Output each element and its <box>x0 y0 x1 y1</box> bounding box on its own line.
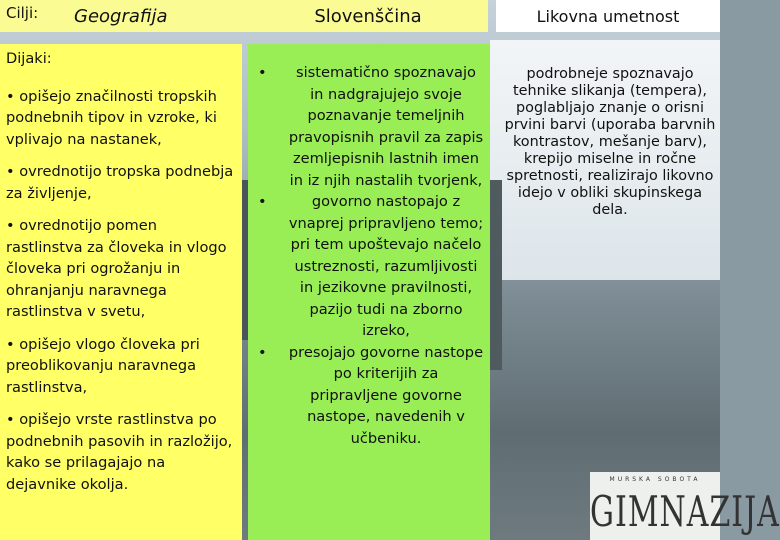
bullet: • <box>258 193 267 210</box>
likovna-title: Likovna umetnost <box>496 0 720 32</box>
slovenscina-goal <box>254 62 484 191</box>
slovenscina-goal-text: sistematično spoznavajo in nadgrajujejo svoje poznavanje temeljnih pravopisnih pravil za zapis zemljepisnih lastnih imen in iz njih nastalih tvorjenk, <box>288 64 484 189</box>
geografija-goal: • opišejo značilnosti tropskih podnebnih tipov in vzroke, ki vplivajo na nastanek, <box>6 87 217 148</box>
geografija-goal: • opišejo vlogo človeka pri preoblikovanju naravnega rastlinstva, <box>6 335 200 396</box>
slovenscina-goal-text: presojajo govorne nastope po kriterijih za pripravljene govorne nastope, navedenih v učbeniku. <box>288 343 484 447</box>
slovenscina-goal-text: govorno nastopajo z vnaprej pripravljeno temo; pri tem upoštevajo načelo ustreznosti, razumljivosti in jezikovne pravilnosti, pazijo tudi na zborno izreko, <box>288 193 484 339</box>
geografija-column <box>0 44 242 540</box>
logo-subtitle: MURSKA SOBOTA <box>609 476 701 483</box>
slovenscina-goal <box>254 342 484 450</box>
gimnazija-logo <box>590 472 780 540</box>
bullet: • <box>258 343 267 361</box>
cilji-label: Cilji: <box>0 0 68 32</box>
bullet: • <box>258 64 267 81</box>
slovenscina-column <box>248 44 490 540</box>
logo-name: GIMNAZIJA <box>590 488 780 537</box>
slovenscina-goal <box>254 191 484 342</box>
geografija-goal: • ovrednotijo pomen rastlinstva za človeka in vlogo človeka pri ogrožanju in ohranjanju naravnega rastlinstva v svetu, <box>6 217 227 320</box>
geografija-goal: • opišejo vrste rastlinstva po podnebnih pasovih in razložijo, kako se prilagajajo na dejavnike okolja. <box>6 411 233 493</box>
dijaki-heading: Dijaki: <box>6 50 52 67</box>
geografija-title: Geografija <box>66 0 250 32</box>
geografija-goal: • ovrednotijo tropska podnebja za življenje, <box>6 163 234 202</box>
likovna-text: podrobneje spoznavajo tehnike slikanja (tempera), poglabljajo znanje o orisni prvini barvi (uporaba barvnih kontrastov, mešanje barv), krepijo miselne in ročne spretnosti, realizirajo likovno idejo v obliki skupinskega dela. <box>504 66 716 218</box>
slovenscina-title: Slovenščina <box>248 0 488 32</box>
